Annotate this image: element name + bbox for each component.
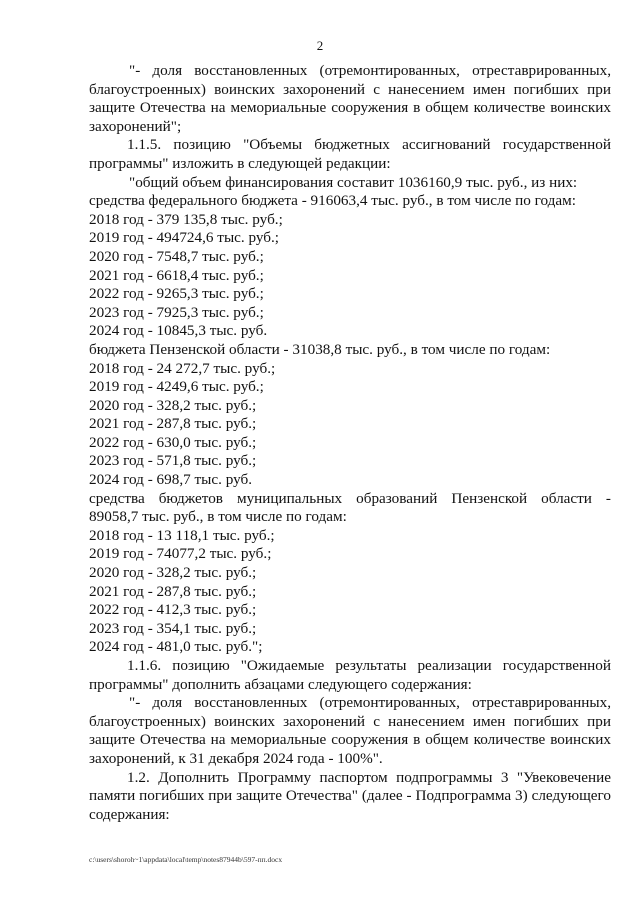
text-line: "- доля восстановленных (отремонтированных, отреставрированных, <box>129 62 611 79</box>
text-line: программы" изложить в следующей редакции: <box>89 154 391 172</box>
document-body <box>89 62 611 824</box>
text-line: средства бюджетов муниципальных образований Пензенской области - <box>89 489 611 507</box>
text-line: программы" дополнить абзацами следующего содержания: <box>89 675 472 693</box>
text-line: 1.1.5. позицию "Объемы бюджетных ассигнований государственной <box>127 136 611 154</box>
text-line: 2018 год - 13 118,1 тыс. руб.; <box>89 526 275 544</box>
text-line: 2018 год - 24 272,7 тыс. руб.; <box>89 359 276 377</box>
text-line: 2023 год - 571,8 тыс. руб.; <box>89 452 257 470</box>
text-line: захоронений"; <box>89 117 182 135</box>
text-line: бюджета Пензенской области - 31038,8 тыс. руб., в том числе по годам: <box>89 340 551 358</box>
text-line: 2020 год - 7548,7 тыс. руб.; <box>89 247 264 265</box>
text-line: 2024 год - 698,7 тыс. руб. <box>89 471 253 489</box>
text-line: памяти погибших при защите Отечества" (далее - Подпрограмма 3) следующего <box>89 787 611 805</box>
text-line: 2020 год - 328,2 тыс. руб.; <box>89 396 257 414</box>
text-line: "общий объем финансирования составит 1036160,9 тыс. руб., из них: <box>129 173 578 191</box>
text-line: защите Отечества на мемориальные сооружения в общем количестве воинских <box>89 99 611 117</box>
text-line: 2021 год - 287,8 тыс. руб.; <box>89 582 257 600</box>
text-line: 2020 год - 328,2 тыс. руб.; <box>89 564 257 582</box>
text-line: захоронений, к 31 декабря 2024 года - 100%". <box>89 749 383 767</box>
text-line: 2019 год - 4249,6 тыс. руб.; <box>89 378 264 396</box>
text-line: 89058,7 тыс. руб., в том числе по годам: <box>89 508 347 526</box>
text-line: 2019 год - 74077,2 тыс. руб.; <box>89 545 272 563</box>
text-line: 2019 год - 494724,6 тыс. руб.; <box>89 229 280 247</box>
page-number: 2 <box>316 38 324 53</box>
text-line: 1.1.6. позицию "Ожидаемые результаты реализации государственной <box>127 657 611 674</box>
text-line: "- доля восстановленных (отремонтированных, отреставрированных, <box>129 694 611 712</box>
text-line: защите Отечества на мемориальные сооружения в общем количестве воинских <box>89 731 611 749</box>
text-line: благоустроенных) воинских захоронений с нанесением имен погибших при <box>89 712 611 730</box>
text-line: содержания: <box>89 805 170 823</box>
text-line: 2021 год - 6618,4 тыс. руб.; <box>89 266 264 284</box>
text-line: 2021 год - 287,8 тыс. руб.; <box>89 415 257 433</box>
text-line: 2022 год - 9265,3 тыс. руб.; <box>89 285 264 303</box>
text-line: средства федерального бюджета - 916063,4 тыс. руб., в том числе по годам: <box>89 192 576 210</box>
text-line: 1.2. Дополнить Программу паспортом подпрограммы 3 "Увековечение <box>127 768 611 786</box>
text-line: 2024 год - 481,0 тыс. руб."; <box>89 638 263 656</box>
text-line: 2023 год - 7925,3 тыс. руб.; <box>89 303 264 321</box>
text-line: 2024 год - 10845,3 тыс. руб. <box>89 322 268 340</box>
text-line: 2022 год - 412,3 тыс. руб.; <box>89 601 257 619</box>
text-line: 2022 год - 630,0 тыс. руб.; <box>89 433 257 451</box>
text-line: 2018 год - 379 135,8 тыс. руб.; <box>89 210 283 228</box>
text-line: 2023 год - 354,1 тыс. руб.; <box>89 619 257 637</box>
footer-file-path: c:\users\shoroh~1\appdata\local\temp\notes87944b\597-пп.docx <box>89 855 283 864</box>
text-line: благоустроенных) воинских захоронений с нанесением имен погибших при <box>89 80 611 98</box>
